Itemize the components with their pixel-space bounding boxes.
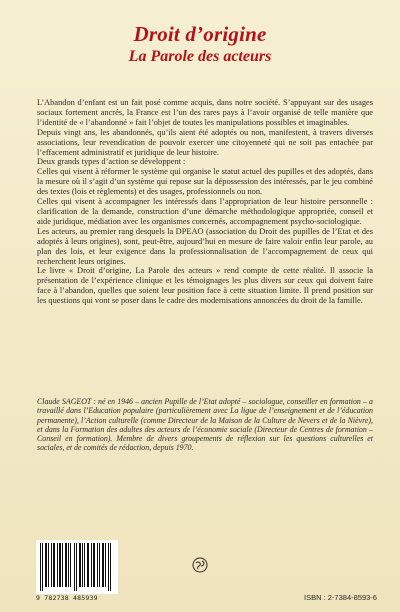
author-bio: Claude SAGEOT : né en 1946 – ancien Pupille de l’Etat adopté – sociologue, conseiller en formation – a travaillé dans l’Education populaire (particulièrement avec La ligue de l’enseignement et de l’éducation permanente), l’Action culturelle (comme Directeur de la Maison de la Culture de Nevers et de la Nièvre), et dans la Formation des adultes des acteurs de l’économie sociale (Directeur de Centres de formation – Conseil en formation). Membre de divers groupements de réflexion sur les questions culturelles et sociales, et de comités de rédaction, depuis 1970. [37,397,373,453]
blurb-paragraph-6: Les acteurs, au premier rang desquels la DPEAO (association du Droit des pupilles de l’Etat et des adoptés à leurs origines), sont, peut-être, aujourd’hui en mesure de faire valoir enfin leur parole, au plan des lois, et leur exigence dans la professionnalisation de l’accompagnement de ceux qui recherchent leurs origines. [37,226,373,266]
barcode-digits: 9 782738 485939 [36,594,98,602]
blurb-paragraph-4: Celles qui visent à réformer le système qui organise le statut actuel des pupilles et des adoptés, dans la mesure où il s’agit d’un système qui repose sur la dépossession des intéressés, par le jeu combiné des textes (lois et règlements) et des usages, professionnels ou non. [37,167,373,197]
blurb-paragraph-1: L’Abandon d’enfant est un fait posé comme acquis, dans notre société. S’appuyant sur des usages sociaux fortement ancrés, la France est l’un des rares pays à l’avoir organisé de telle manière que l’identité de « l’abandonné » fait l’objet de toutes les manipulations possibles et imaginables. [37,98,373,127]
globe-logo-icon [192,557,208,573]
barcode-bars-icon [40,543,114,591]
isbn: ISBN : 2-7384-8593-6 [304,593,377,602]
blurb-paragraph-7: Le livre « Droit d’origine, La Parole des acteurs » rend compte de cette réalité. Il associe la présentation de l’expérience clinique et les témoignages les plus divers sur ceux qui doivent faire face à l’abandon, quelles que soient leur position face à cette situation limite. Il prend position sur les questions qui vont se poser dans le cadre des modernisations annoncées du droit de la famille. [37,266,373,306]
blurb-paragraph-5: Celles qui visent à accompagner les intéressés dans l’appropriation de leur histoire personnelle : clarification de la demande, construction d’une démarche méthodologique appropriée, conseil et aide juridique, médiation avec les organismes concernés, accompagnement psycho-sociologique. [37,197,373,226]
book-title: Droit d’origine [133,22,267,46]
barcode [36,540,118,594]
blurb-paragraph-2: Depuis vingt ans, les abandonnés, qu’ils aient été adoptés ou non, manifestent, à travers diverses associations, leur revendication de pouvoir exercer une citoyenneté qui ne soit pas entachée par l’effacement administratif et juridique de leur histoire. [37,127,373,157]
book-subtitle: La Parole des acteurs [128,48,272,65]
blurb [37,98,373,306]
blurb-paragraph-3: Deux grands types d’action se développent : [37,157,186,167]
